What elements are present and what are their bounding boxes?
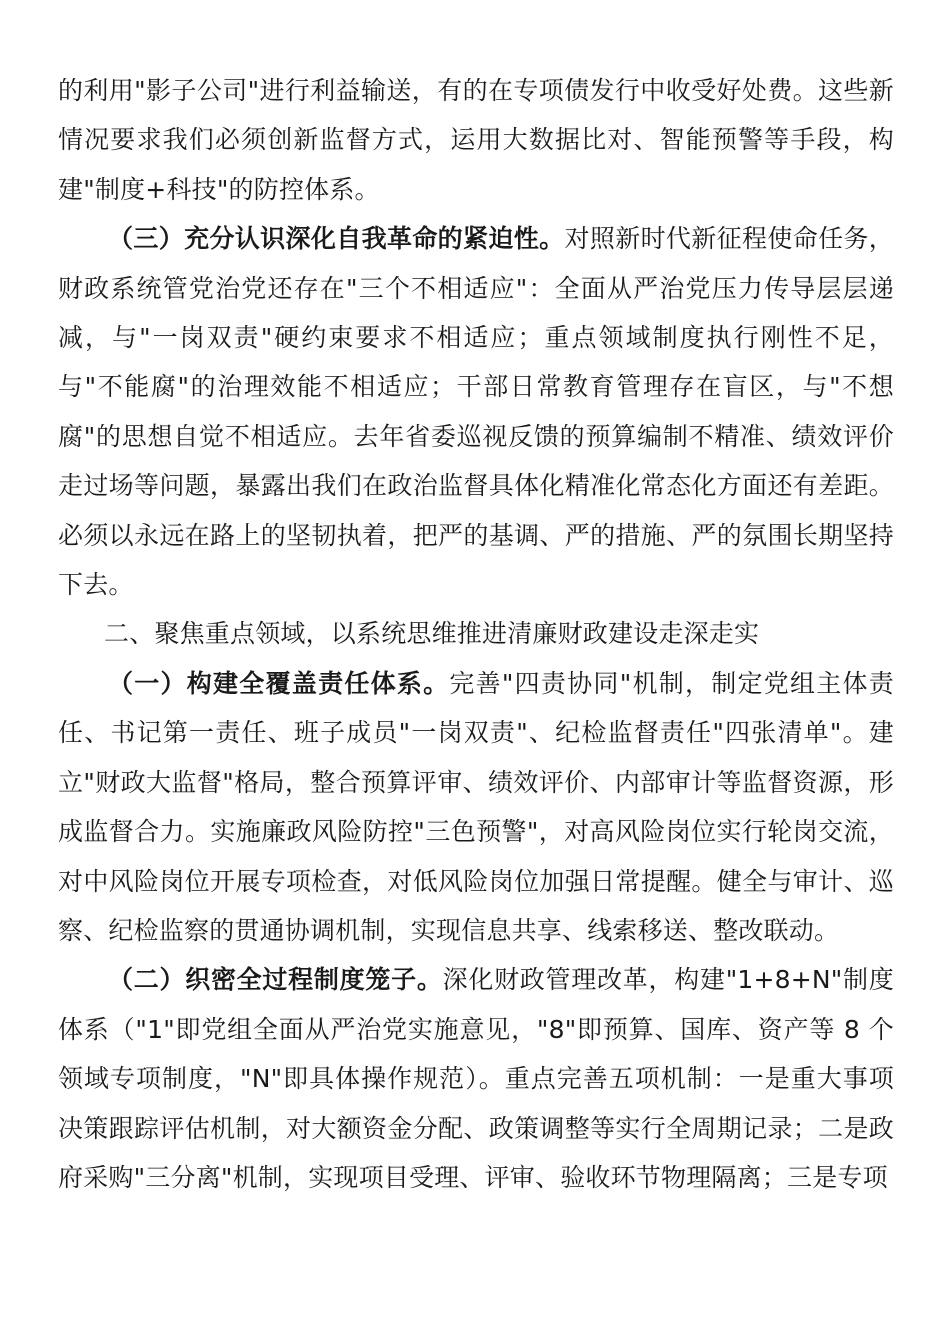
section-heading: （二）织密全过程制度笼子。 [108, 965, 443, 995]
chapter-heading-two [58, 609, 894, 658]
document-body [58, 66, 894, 1202]
paragraph-text: 深化财政管理改革，构建"1+8+N"制度体系（"1"即党组全面从严治党实施意见，"8"即预算、国库、资产等 8 个领域专项制度，"N"即具体操作规范）。重点完善五项机制：一是重大事项决策跟踪评估机制，对大额资金分配、政策调整等实行全周期记录；二是政府采购"三分离"机制，实现项目受理、评审、验收环节物理隔离；三是专项 [58, 965, 894, 1192]
chapter-heading-text: 二、聚焦重点领域，以系统思维推进清廉财政建设走深走实 [104, 619, 760, 649]
section-heading: （三）充分认识深化自我革命的紧迫性。 [108, 224, 565, 254]
paragraph-continuation [58, 66, 894, 214]
paragraph-section-three [58, 214, 894, 609]
paragraph-text: 对照新时代新征程使命任务，财政系统管党治党还存在"三个不相适应"：全面从严治党压力传导层层递减，与"一岗双责"硬约束要求不相适应；重点领域制度执行刚性不足，与"不能腐"的治理效能不相适应；干部日常教育管理存在盲区，与"不想腐"的思想自觉不相适应。去年省委巡视反馈的预算编制不精准、绩效评价走过场等问题，暴露出我们在政治监督具体化精准化常态化方面还有差距。必须以永远在路上的坚韧执着，把严的基调、严的措施、严的氛围长期坚持下去。 [58, 224, 894, 600]
section-heading: （一）构建全覆盖责任体系。 [108, 668, 450, 698]
paragraph-text: 完善"四责协同"机制，制定党组主体责任、书记第一责任、班子成员"一岗双责"、纪检监督责任"四张清单"。建立"财政大监督"格局，整合预算评审、绩效评价、内部审计等监督资源，形成监督合力。实施廉政风险防控"三色预警"，对高风险岗位实行轮岗交流，对中风险岗位开展专项检查，对低风险岗位加强日常提醒。健全与审计、巡察、纪检监察的贯通协调机制，实现信息共享、线索移送、整改联动。 [58, 668, 894, 945]
paragraph-subsection-two [58, 955, 894, 1202]
paragraph-text: 的利用"影子公司"进行利益输送，有的在专项债发行中收受好处费。这些新情况要求我们必须创新监督方式，运用大数据比对、智能预警等手段，构建"制度+科技"的防控体系。 [58, 76, 894, 204]
paragraph-subsection-one [58, 659, 894, 955]
